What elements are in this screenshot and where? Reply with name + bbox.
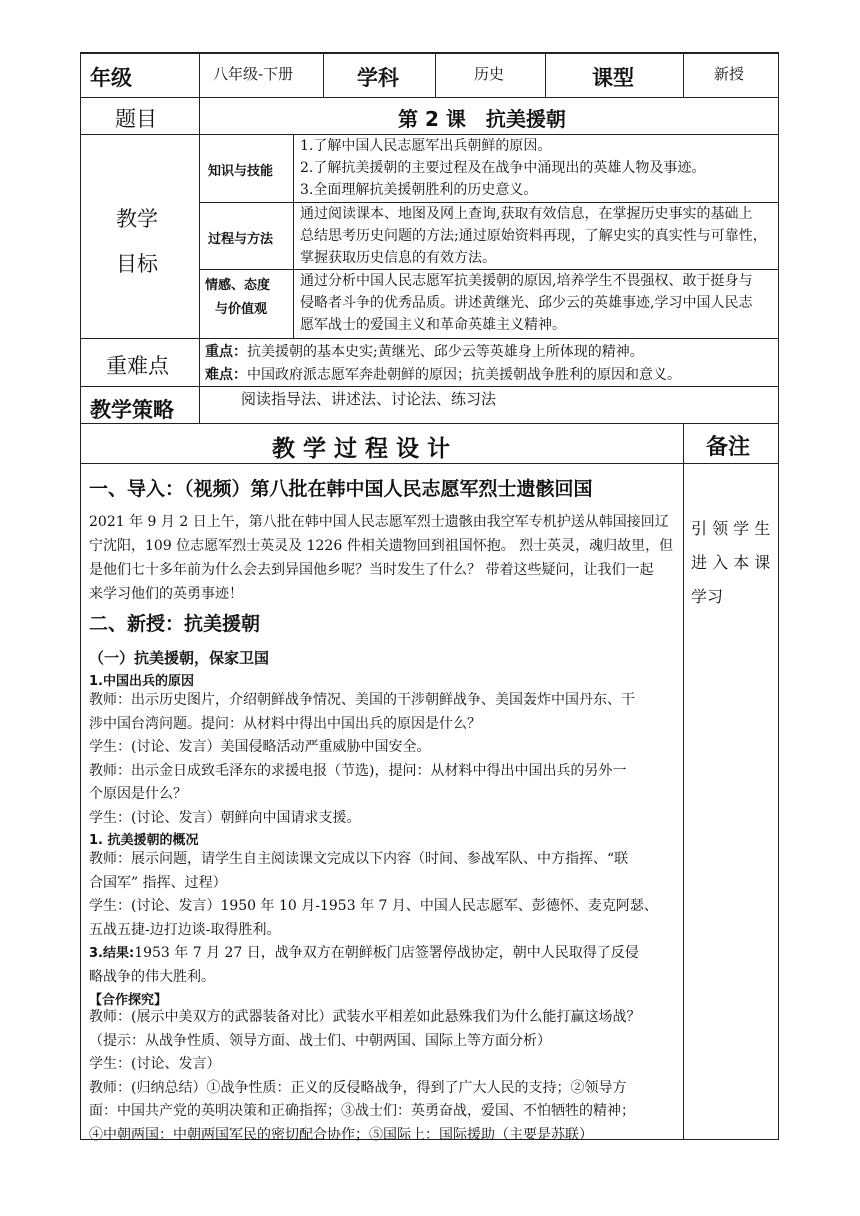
process-design-title: 教 学 过 程 设 计 [272,435,451,462]
section3-line2: 略战争的伟大胜利。 [89,969,215,985]
notes-text [691,512,770,614]
body-line: 涉中国台湾问题。提问：从材料中得出中国出兵的原因是什么？ [89,715,481,732]
process-line: 总结思考历史问题的方法;通过原始资料再现，了解史实的真实性与可靠性， [300,228,767,244]
section1-title: 1.中国出兵的原因 [89,674,194,689]
knowledge-text [300,135,705,201]
coop-title: 【合作探究】 [89,993,168,1008]
process-label: 过程与方法 [208,232,274,247]
process-line: 掌握获取历史信息的有效方法。 [300,250,496,266]
emotion-label-line2: 与价值观 [215,302,268,317]
intro-line: 是他们七十多年前为什么会去到异国他乡呢？当时发生了什么？ 带着这些疑问，让我们一起 [89,562,654,578]
note-line: 进 入 本 课 [691,553,771,572]
body-line: 五战五捷-边打边谈-取得胜利。 [89,921,281,938]
knowledge-label: 知识与技能 [208,164,274,179]
section2-text [89,848,658,942]
knowledge-line: 2.了解抗美援朝的主要过程及在战争中涌现出的英雄人物及事迹。 [300,160,706,176]
body-line: 教师：展示问题，请学生自主阅读课文完成以下内容（时间、参战军队、中方指挥、“联 [89,851,629,867]
process-text [300,203,767,269]
new-lesson-heading: 二、新授：抗美援朝 [89,613,261,635]
subject-value: 历史 [474,65,505,83]
key-point-text: 抗美援朝的基本史实;黄继光、邱少云等英雄身上所体现的精神。 [247,344,644,360]
section3-title: 3.结果: [89,946,135,961]
intro-paragraph [89,510,673,606]
body-line: 教师：出示历史图片，介绍朝鲜战争情况、美国的干涉朝鲜战争、美国轰炸中国丹东、干 [89,692,635,708]
difficulty-line [205,364,681,384]
emotion-text [300,270,752,336]
section3-text: 1953 年 7 月 27 日，战争双方在朝鲜板门店签署停战协定，朝中人民取得了反侵 [134,945,639,961]
notes-label: 备注 [706,435,751,460]
knowledge-line: 3.全面理解抗美援朝胜利的历史意义。 [300,182,538,198]
grade-label: 年级 [90,66,132,90]
intro-line: 来学习他们的英勇事迹！ [89,586,243,602]
body-line: 个原因是什么？ [89,786,187,802]
intro-line: 宁沈阳，109 位志愿军烈士英灵及 1226 件相关遗物回到祖国怀抱。 烈士英灵，魂归故里，但 [89,538,674,554]
topic-label: 题目 [115,107,157,131]
note-line: 引 领 学 生 [691,519,771,538]
subject-label: 学科 [357,66,399,90]
emotion-line: 愿军战士的爱国主义和革命英雄主义精神。 [300,317,566,333]
section1-text [89,689,635,830]
body-line: 学生：(讨论、发言）1950 年 10 月-1953 年 7 月、中国人民志愿军、彭德怀、麦克阿瑟、 [89,898,658,914]
key-points-label: 重难点 [106,354,169,378]
body-line: 合国军” 指挥、过程） [89,874,227,891]
intro-line: 2021 年 9 月 2 日上午，第八批在韩中国人民志愿军烈士遗骸由我空军专机护送从韩国接回辽 [89,514,669,530]
objectives-label-line2: 目标 [116,252,158,276]
emotion-line: 通过分析中国人民志愿军抗美援朝的原因,培养学生不畏强权、敢于挺身与 [300,273,753,289]
process-line: 通过阅读课本、地图及网上查询,获取有效信息，在掌握历史事实的基础上 [300,206,753,222]
key-point-line [205,341,644,361]
body-line: 学生：(讨论、发言）美国侵略活动严重威胁中国安全。 [89,739,431,755]
sub-heading: （一）抗美援朝，保家卫国 [89,649,270,667]
difficulty-label: 难点： [205,367,247,383]
emotion-label-line1: 情感、态度 [205,278,271,293]
strategy-value: 阅读指导法、讲述法、讨论法、练习法 [241,390,497,408]
body-line: 教师：出示金日成致毛泽东的求援电报（节选)，提问：从材料中得出中国出兵的另外一 [89,762,627,779]
note-line: 学习 [691,587,724,606]
body-line: 学生：(讨论、发言） [89,1056,221,1072]
body-line: 学生：(讨论、发言）朝鲜向中国请求支援。 [89,809,361,826]
objectives-label-line1: 教学 [116,207,158,231]
section2-title: 1. 抗美援朝的概况 [89,833,199,848]
body-line: ④中朝两国：中朝两国军民的密切配合协作；⑤国际上：国际援助（主要是苏联） [89,1126,593,1143]
lesson-title: 第 2 课 抗美援朝 [398,107,566,131]
body-line: 教师：(展示中美双方的武器装备对比）武装水平相差如此悬殊我们为什么能打赢这场战？ [89,1009,641,1025]
section3-line [89,942,639,962]
difficulty-text: 中国政府派志愿军奔赴朝鲜的原因；抗美援朝战争胜利的原因和意义。 [247,367,681,383]
type-label: 课型 [592,66,634,90]
emotion-line: 侵略者斗争的优秀品质。讲述黄继光、邱少云的英雄事迹,学习中国人民志 [300,295,753,311]
body-line: （提示：从战争性质、领导方面、战士们、中朝两国、国际上等方面分析） [89,1032,551,1049]
strategy-label: 教学策略 [90,398,174,422]
knowledge-line: 1.了解中国人民志愿军出兵朝鲜的原因。 [300,138,552,154]
coop-text [89,1006,640,1147]
type-value: 新授 [714,65,745,83]
body-line: 教师：(归纳总结）①战争性质：正义的反侵略战争，得到了广大人民的支持；②领导方 [89,1079,627,1096]
intro-heading: 一、导入：（视频）第八批在韩中国人民志愿军烈士遗骸回国 [89,478,593,500]
key-point-label: 重点： [205,344,247,360]
body-line: 面：中国共产党的英明决策和正确指挥；③战士们：英勇奋战，爱国、不怕牺牲的精神； [89,1103,635,1119]
grade-value: 八年级-下册 [213,65,294,83]
